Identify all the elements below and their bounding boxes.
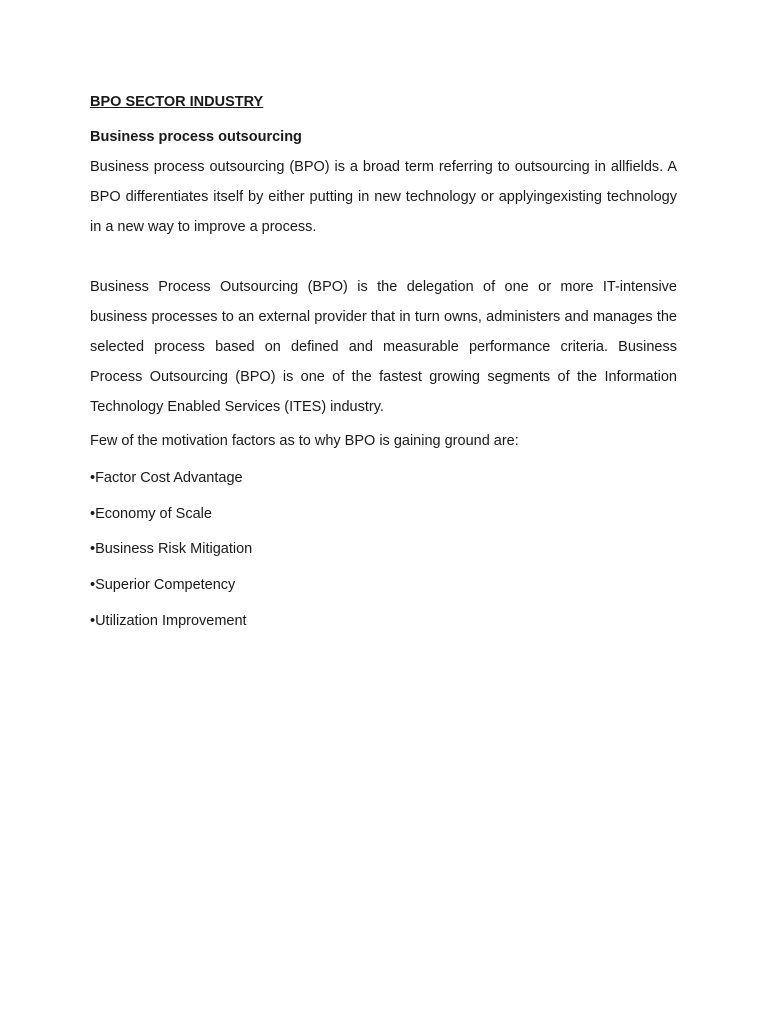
list-item: •Business Risk Mitigation (90, 541, 253, 558)
paragraph-delegation: Business Process Outsourcing (BPO) is the delegation of one or more IT-intensive business processes to an external provider that in turn owns, administers and manages the selected process based on defined and measurable performance criteria. Business Process Outsourcing (BPO) is one of the fastest growing segments of the Information Technology Enabled Services (ITES) industry. (90, 279, 677, 415)
list-item: •Economy of Scale (90, 505, 212, 522)
list-item: •Utilization Improvement (90, 612, 247, 629)
document-title: BPO SECTOR INDUSTRY (90, 94, 264, 110)
motivation-intro: Few of the motivation factors as to why BPO is gaining ground are: (90, 433, 519, 449)
list-item: •Superior Competency (90, 577, 236, 594)
list-item: •Factor Cost Advantage (90, 470, 243, 486)
paragraph-definition: Business process outsourcing (BPO) is a broad term referring to outsourcing in allfields. A BPO differentiates itself by either putting in new technology or applyingexisting technology in a new way to improve a process. (90, 159, 677, 235)
motivation-list (90, 468, 252, 646)
section-subheading: Business process outsourcing (90, 129, 302, 145)
